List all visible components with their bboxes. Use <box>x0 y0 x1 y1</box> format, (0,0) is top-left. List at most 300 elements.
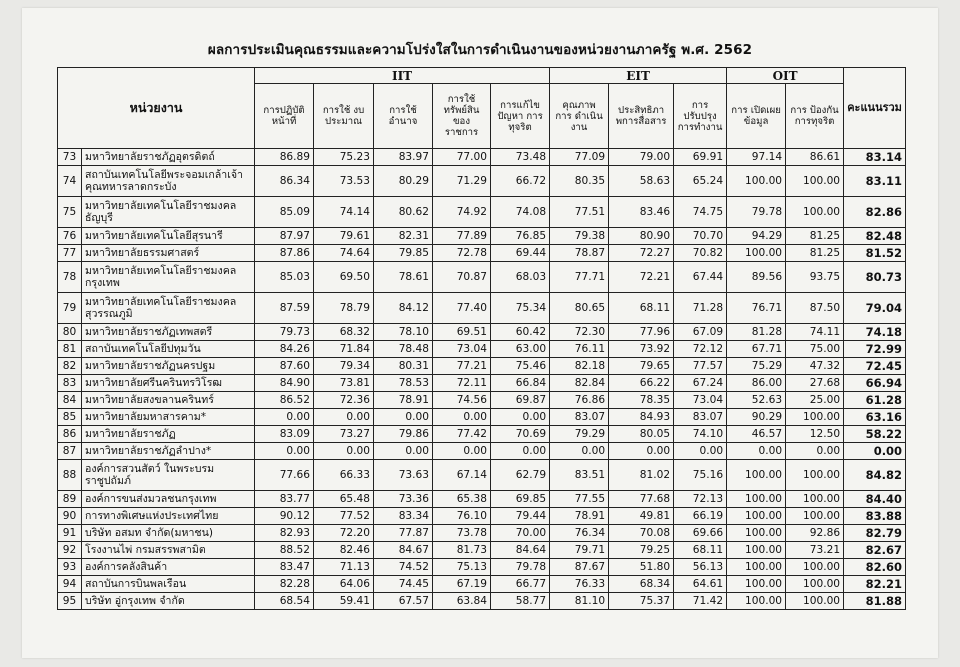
score-cell: 0.00 <box>491 409 550 426</box>
score-cell: 0.00 <box>550 443 609 460</box>
total-score: 74.18 <box>844 324 906 341</box>
table-row <box>58 508 906 525</box>
score-cell: 77.21 <box>433 358 491 375</box>
score-cell: 80.31 <box>374 358 433 375</box>
score-cell: 85.09 <box>255 197 314 228</box>
score-cell: 77.52 <box>314 508 374 525</box>
agency-name: โรงงานไพ่ กรมสรรพสามิต <box>82 542 255 559</box>
score-cell: 90.29 <box>727 409 786 426</box>
score-cell: 74.52 <box>374 559 433 576</box>
score-cell: 70.87 <box>433 262 491 293</box>
row-number: 86 <box>58 426 82 443</box>
score-cell: 75.29 <box>727 358 786 375</box>
score-cell: 72.20 <box>314 525 374 542</box>
score-cell: 79.73 <box>255 324 314 341</box>
score-cell: 62.79 <box>491 460 550 491</box>
score-cell: 63.00 <box>491 341 550 358</box>
row-number: 90 <box>58 508 82 525</box>
score-cell: 66.84 <box>491 375 550 392</box>
agency-name: องค์การสวนสัตว์ ในพระบรมราชูปถัมภ์ <box>82 460 255 491</box>
row-number: 78 <box>58 262 82 293</box>
row-number: 84 <box>58 392 82 409</box>
score-cell: 58.63 <box>609 166 674 197</box>
score-cell: 68.34 <box>609 576 674 593</box>
header-sub: ประสิทธิภา พการสื่อสาร <box>609 84 674 149</box>
score-cell: 73.27 <box>314 426 374 443</box>
score-cell: 73.63 <box>374 460 433 491</box>
score-cell: 70.82 <box>674 245 727 262</box>
row-number: 92 <box>58 542 82 559</box>
score-cell: 100.00 <box>786 460 844 491</box>
score-cell: 74.92 <box>433 197 491 228</box>
score-table <box>57 67 906 610</box>
score-cell: 87.60 <box>255 358 314 375</box>
agency-name: บริษัท อสมท จำกัด(มหาชน) <box>82 525 255 542</box>
header-group-eit: EIT <box>550 68 727 84</box>
score-cell: 0.00 <box>255 409 314 426</box>
score-cell: 0.00 <box>609 443 674 460</box>
score-cell: 73.81 <box>314 375 374 392</box>
score-cell: 100.00 <box>727 460 786 491</box>
score-cell: 100.00 <box>727 525 786 542</box>
agency-name: มหาวิทยาลัยเทคโนโลยีราชมงคลธัญบุรี <box>82 197 255 228</box>
score-cell: 100.00 <box>727 166 786 197</box>
row-number: 82 <box>58 358 82 375</box>
table-row <box>58 593 906 610</box>
score-cell: 73.04 <box>433 341 491 358</box>
score-cell: 77.51 <box>550 197 609 228</box>
score-cell: 67.44 <box>674 262 727 293</box>
total-score: 79.04 <box>844 293 906 324</box>
score-cell: 78.48 <box>374 341 433 358</box>
table-row <box>58 166 906 197</box>
total-score: 72.45 <box>844 358 906 375</box>
score-cell: 0.00 <box>374 443 433 460</box>
score-cell: 80.65 <box>550 293 609 324</box>
score-cell: 77.55 <box>550 491 609 508</box>
score-cell: 79.65 <box>609 358 674 375</box>
total-score: 0.00 <box>844 443 906 460</box>
score-cell: 76.10 <box>433 508 491 525</box>
score-cell: 75.16 <box>674 460 727 491</box>
score-cell: 79.61 <box>314 228 374 245</box>
agency-name: องค์การคลังสินค้า <box>82 559 255 576</box>
score-cell: 0.00 <box>491 443 550 460</box>
header-sub: การ ปรับปรุง การทำงาน <box>674 84 727 149</box>
score-cell: 78.79 <box>314 293 374 324</box>
header-sub: การแก้ไข ปัญหา การทุจริต <box>491 84 550 149</box>
score-cell: 75.13 <box>433 559 491 576</box>
row-number: 89 <box>58 491 82 508</box>
score-cell: 72.21 <box>609 262 674 293</box>
total-score: 83.11 <box>844 166 906 197</box>
score-cell: 100.00 <box>786 166 844 197</box>
score-cell: 51.80 <box>609 559 674 576</box>
header-group-oit: OIT <box>727 68 844 84</box>
header-agency: หน่วยงาน <box>58 68 255 149</box>
total-score: 84.40 <box>844 491 906 508</box>
score-cell: 85.03 <box>255 262 314 293</box>
row-number: 91 <box>58 525 82 542</box>
score-cell: 71.84 <box>314 341 374 358</box>
score-cell: 70.08 <box>609 525 674 542</box>
agency-name: บริษัท อู่กรุงเทพ จำกัด <box>82 593 255 610</box>
total-score: 82.21 <box>844 576 906 593</box>
score-cell: 81.73 <box>433 542 491 559</box>
agency-name: มหาวิทยาลัยราชภัฏ <box>82 426 255 443</box>
total-score: 66.94 <box>844 375 906 392</box>
total-score: 83.14 <box>844 149 906 166</box>
score-cell: 80.05 <box>609 426 674 443</box>
score-cell: 65.24 <box>674 166 727 197</box>
score-cell: 59.41 <box>314 593 374 610</box>
score-cell: 79.44 <box>491 508 550 525</box>
score-cell: 0.00 <box>786 443 844 460</box>
score-cell: 66.77 <box>491 576 550 593</box>
score-cell: 100.00 <box>786 559 844 576</box>
score-cell: 73.36 <box>374 491 433 508</box>
score-cell: 74.11 <box>786 324 844 341</box>
score-cell: 86.34 <box>255 166 314 197</box>
total-score: 81.52 <box>844 245 906 262</box>
score-cell: 82.84 <box>550 375 609 392</box>
score-cell: 100.00 <box>786 593 844 610</box>
score-cell: 84.26 <box>255 341 314 358</box>
score-cell: 86.52 <box>255 392 314 409</box>
agency-name: สถาบันเทคโนโลยีพระจอมเกล้าเจ้าคุณทหารลาดกระบัง <box>82 166 255 197</box>
score-cell: 69.44 <box>491 245 550 262</box>
agency-name: มหาวิทยาลัยเทคโนโลยีราชมงคลสุวรรณภูมิ <box>82 293 255 324</box>
score-cell: 0.00 <box>255 443 314 460</box>
score-table-body <box>58 149 906 610</box>
score-cell: 75.34 <box>491 293 550 324</box>
score-cell: 69.50 <box>314 262 374 293</box>
score-cell: 69.87 <box>491 392 550 409</box>
score-cell: 68.54 <box>255 593 314 610</box>
table-row <box>58 542 906 559</box>
table-row <box>58 460 906 491</box>
score-cell: 86.89 <box>255 149 314 166</box>
score-cell: 100.00 <box>786 197 844 228</box>
score-cell: 66.22 <box>609 375 674 392</box>
agency-name: มหาวิทยาลัยราชภัฏลำปาง* <box>82 443 255 460</box>
score-cell: 0.00 <box>314 443 374 460</box>
score-cell: 78.91 <box>374 392 433 409</box>
score-cell: 67.09 <box>674 324 727 341</box>
score-cell: 79.85 <box>374 245 433 262</box>
score-cell: 69.91 <box>674 149 727 166</box>
score-cell: 77.71 <box>550 262 609 293</box>
score-cell: 87.50 <box>786 293 844 324</box>
score-cell: 89.56 <box>727 262 786 293</box>
score-cell: 92.86 <box>786 525 844 542</box>
score-cell: 100.00 <box>786 491 844 508</box>
score-cell: 74.64 <box>314 245 374 262</box>
score-cell: 71.42 <box>674 593 727 610</box>
table-row <box>58 293 906 324</box>
score-cell: 83.09 <box>255 426 314 443</box>
table-row <box>58 443 906 460</box>
score-cell: 81.25 <box>786 245 844 262</box>
total-score: 82.67 <box>844 542 906 559</box>
score-cell: 0.00 <box>433 409 491 426</box>
score-cell: 74.14 <box>314 197 374 228</box>
score-cell: 67.57 <box>374 593 433 610</box>
score-cell: 82.31 <box>374 228 433 245</box>
row-number: 88 <box>58 460 82 491</box>
score-cell: 83.97 <box>374 149 433 166</box>
score-cell: 64.06 <box>314 576 374 593</box>
agency-name: สถาบันเทคโนโลยีปทุมวัน <box>82 341 255 358</box>
row-number: 95 <box>58 593 82 610</box>
total-score: 61.28 <box>844 392 906 409</box>
row-number: 94 <box>58 576 82 593</box>
score-cell: 70.00 <box>491 525 550 542</box>
score-cell: 71.29 <box>433 166 491 197</box>
header-sub: การ เปิดเผย ข้อมูล <box>727 84 786 149</box>
score-cell: 0.00 <box>374 409 433 426</box>
row-number: 76 <box>58 228 82 245</box>
score-cell: 68.11 <box>674 542 727 559</box>
score-cell: 97.14 <box>727 149 786 166</box>
score-cell: 79.29 <box>550 426 609 443</box>
score-cell: 72.36 <box>314 392 374 409</box>
score-cell: 100.00 <box>727 559 786 576</box>
score-cell: 77.96 <box>609 324 674 341</box>
agency-name: มหาวิทยาลัยศรีนครินทรวิโรฒ <box>82 375 255 392</box>
score-cell: 68.32 <box>314 324 374 341</box>
agency-name: มหาวิทยาลัยเทคโนโลยีราชมงคลกรุงเทพ <box>82 262 255 293</box>
header-sub: การใช้ งบประมาณ <box>314 84 374 149</box>
score-cell: 0.00 <box>433 443 491 460</box>
score-cell: 83.51 <box>550 460 609 491</box>
score-cell: 64.61 <box>674 576 727 593</box>
score-cell: 81.28 <box>727 324 786 341</box>
score-cell: 100.00 <box>727 245 786 262</box>
row-number: 75 <box>58 197 82 228</box>
score-cell: 84.67 <box>374 542 433 559</box>
table-row <box>58 358 906 375</box>
score-cell: 79.38 <box>550 228 609 245</box>
score-cell: 76.86 <box>550 392 609 409</box>
score-cell: 81.25 <box>786 228 844 245</box>
score-cell: 90.12 <box>255 508 314 525</box>
table-row <box>58 262 906 293</box>
score-cell: 83.47 <box>255 559 314 576</box>
score-cell: 70.70 <box>674 228 727 245</box>
score-cell: 67.14 <box>433 460 491 491</box>
row-number: 80 <box>58 324 82 341</box>
score-cell: 69.51 <box>433 324 491 341</box>
header-sub: คุณภาพ การ ดำเนินงาน <box>550 84 609 149</box>
table-row <box>58 491 906 508</box>
score-cell: 73.04 <box>674 392 727 409</box>
score-cell: 81.02 <box>609 460 674 491</box>
score-cell: 67.71 <box>727 341 786 358</box>
score-cell: 77.66 <box>255 460 314 491</box>
agency-name: มหาวิทยาลัยสงขลานครินทร์ <box>82 392 255 409</box>
score-cell: 76.11 <box>550 341 609 358</box>
score-cell: 27.68 <box>786 375 844 392</box>
table-row <box>58 426 906 443</box>
score-cell: 73.53 <box>314 166 374 197</box>
score-cell: 73.78 <box>433 525 491 542</box>
row-number: 93 <box>58 559 82 576</box>
score-cell: 100.00 <box>786 576 844 593</box>
score-cell: 72.30 <box>550 324 609 341</box>
score-cell: 82.93 <box>255 525 314 542</box>
score-cell: 52.63 <box>727 392 786 409</box>
table-row <box>58 525 906 542</box>
score-cell: 77.68 <box>609 491 674 508</box>
score-cell: 100.00 <box>727 576 786 593</box>
score-cell: 88.52 <box>255 542 314 559</box>
score-cell: 49.81 <box>609 508 674 525</box>
score-cell: 58.77 <box>491 593 550 610</box>
table-row <box>58 375 906 392</box>
score-cell: 79.78 <box>727 197 786 228</box>
score-cell: 12.50 <box>786 426 844 443</box>
score-cell: 72.78 <box>433 245 491 262</box>
score-cell: 77.40 <box>433 293 491 324</box>
score-cell: 68.11 <box>609 293 674 324</box>
row-number: 79 <box>58 293 82 324</box>
table-row <box>58 228 906 245</box>
page-title: ผลการประเมินคุณธรรมและความโปร่งใสในการดำเนินงานของหน่วยงานภาครัฐ พ.ศ. 2562 <box>207 42 753 58</box>
score-cell: 70.69 <box>491 426 550 443</box>
score-cell: 69.85 <box>491 491 550 508</box>
score-cell: 77.57 <box>674 358 727 375</box>
header-total: คะแนนรวม <box>844 68 906 149</box>
score-cell: 83.77 <box>255 491 314 508</box>
score-cell: 56.13 <box>674 559 727 576</box>
score-cell: 69.66 <box>674 525 727 542</box>
score-cell: 83.07 <box>550 409 609 426</box>
score-cell: 79.34 <box>314 358 374 375</box>
score-cell: 74.10 <box>674 426 727 443</box>
score-cell: 79.00 <box>609 149 674 166</box>
score-cell: 80.35 <box>550 166 609 197</box>
score-cell: 80.62 <box>374 197 433 228</box>
row-number: 73 <box>58 149 82 166</box>
score-cell: 71.13 <box>314 559 374 576</box>
score-cell: 74.56 <box>433 392 491 409</box>
agency-name: สถาบันการบินพลเรือน <box>82 576 255 593</box>
score-cell: 73.21 <box>786 542 844 559</box>
score-cell: 63.84 <box>433 593 491 610</box>
score-cell: 65.38 <box>433 491 491 508</box>
score-cell: 76.33 <box>550 576 609 593</box>
score-cell: 84.93 <box>609 409 674 426</box>
score-cell: 75.37 <box>609 593 674 610</box>
table-row <box>58 559 906 576</box>
score-cell: 76.71 <box>727 293 786 324</box>
score-cell: 82.18 <box>550 358 609 375</box>
score-cell: 47.32 <box>786 358 844 375</box>
score-cell: 72.27 <box>609 245 674 262</box>
header-group-iit: IIT <box>255 68 550 84</box>
table-row <box>58 324 906 341</box>
row-number: 74 <box>58 166 82 197</box>
score-cell: 100.00 <box>727 508 786 525</box>
score-cell: 77.87 <box>374 525 433 542</box>
score-cell: 79.78 <box>491 559 550 576</box>
score-cell: 0.00 <box>727 443 786 460</box>
header-sub: การใช้ อำนาจ <box>374 84 433 149</box>
total-score: 80.73 <box>844 262 906 293</box>
score-cell: 73.92 <box>609 341 674 358</box>
score-cell: 74.45 <box>374 576 433 593</box>
score-cell: 67.19 <box>433 576 491 593</box>
header-sub: การปฏิบัติ หน้าที่ <box>255 84 314 149</box>
row-number: 83 <box>58 375 82 392</box>
score-cell: 93.75 <box>786 262 844 293</box>
row-number: 85 <box>58 409 82 426</box>
score-cell: 0.00 <box>314 409 374 426</box>
score-cell: 77.09 <box>550 149 609 166</box>
score-cell: 78.10 <box>374 324 433 341</box>
total-score: 82.48 <box>844 228 906 245</box>
score-cell: 79.71 <box>550 542 609 559</box>
table-row <box>58 409 906 426</box>
score-cell: 72.12 <box>674 341 727 358</box>
score-cell: 77.89 <box>433 228 491 245</box>
table-row <box>58 149 906 166</box>
score-cell: 68.03 <box>491 262 550 293</box>
score-cell: 80.90 <box>609 228 674 245</box>
score-cell: 79.25 <box>609 542 674 559</box>
score-cell: 60.42 <box>491 324 550 341</box>
header-sub: การใช้ ทรัพย์สิน ของ ราชการ <box>433 84 491 149</box>
score-cell: 77.42 <box>433 426 491 443</box>
agency-name: มหาวิทยาลัยมหาสารคาม* <box>82 409 255 426</box>
score-cell: 87.67 <box>550 559 609 576</box>
score-cell: 100.00 <box>727 593 786 610</box>
row-number: 87 <box>58 443 82 460</box>
score-cell: 66.33 <box>314 460 374 491</box>
score-cell: 87.86 <box>255 245 314 262</box>
header-sub: การ ป้องกัน การทุจริต <box>786 84 844 149</box>
score-cell: 84.12 <box>374 293 433 324</box>
score-cell: 72.13 <box>674 491 727 508</box>
score-cell: 83.46 <box>609 197 674 228</box>
total-score: 82.79 <box>844 525 906 542</box>
score-cell: 65.48 <box>314 491 374 508</box>
score-cell: 82.28 <box>255 576 314 593</box>
score-cell: 75.46 <box>491 358 550 375</box>
score-cell: 79.86 <box>374 426 433 443</box>
agency-name: องค์การขนส่งมวลชนกรุงเทพ <box>82 491 255 508</box>
score-cell: 83.34 <box>374 508 433 525</box>
total-score: 63.16 <box>844 409 906 426</box>
score-cell: 73.48 <box>491 149 550 166</box>
score-cell: 94.29 <box>727 228 786 245</box>
total-score: 72.99 <box>844 341 906 358</box>
agency-name: มหาวิทยาลัยเทคโนโลยีสุรนารี <box>82 228 255 245</box>
score-cell: 76.34 <box>550 525 609 542</box>
score-cell: 46.57 <box>727 426 786 443</box>
score-cell: 84.64 <box>491 542 550 559</box>
agency-name: การทางพิเศษแห่งประเทศไทย <box>82 508 255 525</box>
total-score: 83.88 <box>844 508 906 525</box>
score-cell: 84.90 <box>255 375 314 392</box>
score-cell: 86.61 <box>786 149 844 166</box>
score-cell: 100.00 <box>727 542 786 559</box>
score-cell: 66.72 <box>491 166 550 197</box>
score-cell: 76.85 <box>491 228 550 245</box>
score-cell: 100.00 <box>727 491 786 508</box>
score-cell: 71.28 <box>674 293 727 324</box>
